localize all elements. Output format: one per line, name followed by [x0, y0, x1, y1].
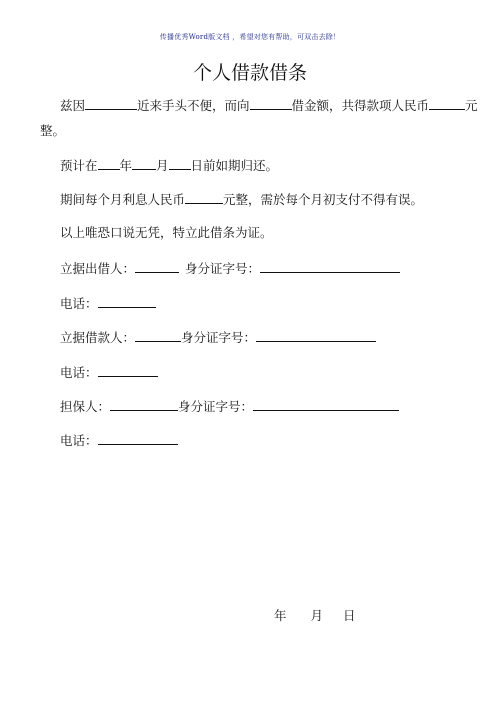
amount-text: 借金额，共得款项人民币 [291, 98, 430, 113]
reason-prefix: 兹因 [60, 98, 86, 113]
repay-text: 日前如期归还。 [190, 158, 279, 173]
lender-phone-label: 电话： [60, 296, 98, 311]
borrower-phone-label: 电话： [60, 365, 98, 380]
month-blank[interactable] [132, 157, 156, 170]
interest-prefix: 期间每个月利息人民币 [60, 192, 186, 207]
lender-id-field[interactable] [260, 260, 400, 273]
year-blank[interactable] [98, 157, 120, 170]
guarantor-id-label: 身分证字号： [178, 399, 254, 414]
year-label: 年 [119, 158, 133, 173]
yuan-text: 元 [465, 98, 478, 113]
guarantor-phone-field[interactable] [98, 432, 178, 445]
guarantor-id-field[interactable] [253, 398, 399, 411]
lender-phone-line [60, 295, 156, 312]
page-header-note: 传播优秀Word版文档 ，希望对您有帮助，可双击去除！ [159, 33, 341, 41]
amount-blank[interactable] [429, 97, 465, 110]
lender-label: 立据出借人： [60, 261, 136, 276]
date-year-label: 年 [274, 608, 287, 623]
borrower-line [60, 329, 376, 346]
guarantor-line [60, 398, 399, 415]
expected-prefix: 预计在 [60, 158, 98, 173]
reason-paragraph [60, 97, 478, 114]
document-title: 个人借款借条 [192, 62, 307, 84]
borrower-phone-field[interactable] [98, 364, 158, 377]
borrower-id-label: 身分证字号： [181, 330, 257, 345]
reason-text: 近来手头不便，而向 [137, 98, 250, 113]
borrower-label: 立据借款人： [60, 330, 136, 345]
guarantor-label: 担保人： [60, 399, 111, 414]
month-label: 月 [156, 158, 169, 173]
borrower-name-field[interactable] [135, 329, 181, 342]
repayment-date-paragraph [60, 157, 278, 174]
lender-phone-field[interactable] [98, 295, 156, 308]
borrower-id-field[interactable] [256, 329, 376, 342]
guarantor-phone-line [60, 432, 178, 449]
guarantor-name-field[interactable] [110, 398, 178, 411]
lender-name-blank[interactable] [250, 97, 292, 110]
reason-paragraph-end [40, 123, 65, 139]
reason-blank[interactable] [85, 97, 137, 110]
borrower-phone-line [60, 364, 158, 381]
signature-date [274, 606, 356, 624]
zheng-text: 整。 [40, 123, 66, 138]
lender-id-label: 身分证字号： [185, 261, 261, 276]
interest-paragraph [60, 191, 423, 208]
lender-line [60, 260, 400, 277]
proof-text: 以上唯恐口说无凭，特立此借条为证。 [60, 225, 273, 240]
day-blank[interactable] [169, 157, 191, 170]
date-day-label: 日 [343, 608, 356, 623]
interest-text: 元整，需於每个月初支付不得有误。 [223, 192, 424, 207]
interest-blank[interactable] [185, 191, 223, 204]
guarantor-phone-label: 电话： [60, 433, 98, 448]
date-month-label: 月 [310, 608, 324, 623]
proof-paragraph [60, 225, 273, 241]
lender-name-field[interactable] [135, 260, 179, 273]
